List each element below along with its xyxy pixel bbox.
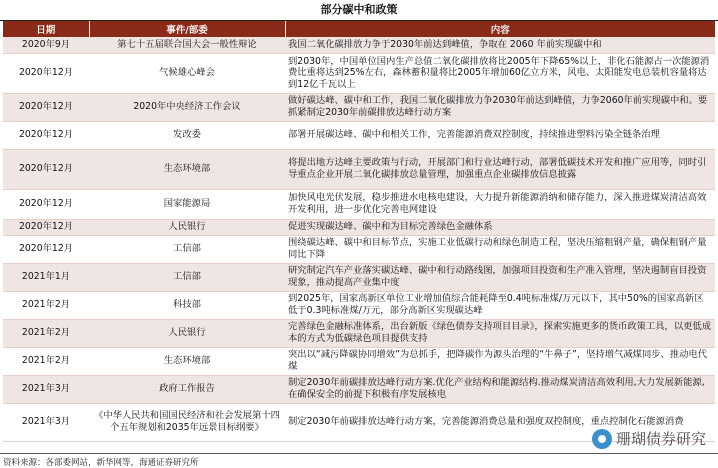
row-content: 突出以“减污降碳协同增效”为总抓手，把降碳作为源头治理的“牛鼻子”，坚持增气减煤同步、推动电代煤 (285, 347, 715, 375)
row-content: 加快风电光伏发展，稳步推进水电核电建设，大力提升新能源消纳和储存能力，深入推进煤炭清洁高效开发利用，进一步优化完善电网建设 (285, 189, 715, 219)
header-date: 日期 (3, 21, 89, 37)
row-date: 2020年12月 (3, 149, 89, 189)
row-content: 围绕碳达峰、碳中和目标节点，实施工业低碳行动和绿色制造工程，坚决压缩粗钢产量，确保粗钢产量同比下降 (285, 235, 715, 263)
table-row (3, 121, 715, 149)
table-row (3, 263, 715, 291)
row-content: 研究制定汽车产业落实碳达峰、碳中和行动路线图，加强项目投资和生产准入管理，坚决遏制盲目投资现象，推动提高产业集中度 (285, 263, 715, 291)
coral-logo-icon (592, 429, 612, 449)
table-row (3, 189, 715, 219)
row-event: 国家能源局 (89, 189, 285, 219)
row-date: 2021年3月 (3, 403, 89, 441)
row-event: 第七十五届联合国大会一般性辩论 (89, 37, 285, 53)
row-event: 气候雄心峰会 (89, 53, 285, 93)
row-content: 完善绿色金融标准体系，出台新版《绿色债券支持项目目录》，探索实施更多的货币政策工具，以更低成本的方式为低碳绿色项目提供支持 (285, 319, 715, 347)
row-event: 《中华人民共和国国民经济和社会发展第十四个五年规划和2035年远景目标纲要》 (89, 403, 285, 441)
row-content: 部署开展碳达峰、碳中和相关工作，完善能源消费双控制度，持续推进塑料污染全链条治理 (285, 121, 715, 149)
policy-table (3, 21, 715, 442)
row-event: 生态环境部 (89, 149, 285, 189)
watermark-text: 珊瑚债券研究 (616, 430, 707, 448)
table-row (3, 291, 715, 319)
row-event: 科技部 (89, 291, 285, 319)
page-title: 部分碳中和政策 (0, 0, 718, 21)
row-date: 2020年12月 (3, 121, 89, 149)
row-content: 制定2030年前碳排放达峰行动方案.优化产业结构和能源结构.推动煤炭清洁高效利用,大力发展新能源,在确保安全的前提下积极有序发展核电 (285, 375, 715, 403)
table-row (3, 375, 715, 403)
row-content: 将提出地方达峰主要政策与行动，开展部门和行业达峰行动，部署低碳技术开发和推广应用等，同时引导重点企业开展二氧化碳排放总量管理，加强重点企业碳排放信息披露 (285, 149, 715, 189)
watermark (592, 428, 706, 449)
row-date: 2021年2月 (3, 347, 89, 375)
row-content: 做好碳达峰、碳中和工作，我国二氧化碳排放力争2030年前达到峰值，力争2060年前实现碳中和。要抓紧制定2030年前碳排放达峰行动方案 (285, 93, 715, 121)
row-event: 人民银行 (89, 219, 285, 235)
table-row (3, 37, 715, 53)
row-date: 2020年9月 (3, 37, 89, 53)
row-event: 人民银行 (89, 319, 285, 347)
table-header-row (3, 21, 715, 37)
table-row (3, 53, 715, 93)
table-row (3, 93, 715, 121)
row-content: 促进实现碳达峰、碳中和为目标完善绿色金融体系 (285, 219, 715, 235)
header-event: 事件/部委 (89, 21, 285, 37)
row-date: 2021年2月 (3, 319, 89, 347)
row-date: 2020年12月 (3, 93, 89, 121)
row-event: 2020年中央经济工作会议 (89, 93, 285, 121)
footer-divider (0, 453, 718, 454)
row-date: 2021年2月 (3, 291, 89, 319)
header-content: 内容 (285, 21, 715, 37)
row-content: 到2025年，国家高新区单位工业增加值综合能耗降至0.4吨标准煤/万元以下，其中50%的国家高新区低于0.3吨标准煤/万元，部分高新区实现碳达峰 (285, 291, 715, 319)
row-event: 工信部 (89, 263, 285, 291)
row-date: 2021年1月 (3, 263, 89, 291)
row-content: 我国二氧化碳排放力争于2030年前达到峰值，争取在 2060 年前实现碳中和 (285, 37, 715, 53)
row-date: 2020年12月 (3, 235, 89, 263)
table-row (3, 347, 715, 375)
row-event: 发改委 (89, 121, 285, 149)
row-date: 2021年3月 (3, 375, 89, 403)
row-date: 2020年12月 (3, 53, 89, 93)
row-event: 政府工作报告 (89, 375, 285, 403)
footer-source: 资料来源：各部委网站，新华网等，海通证券研究所 (3, 458, 199, 468)
table-row (3, 149, 715, 189)
row-content: 制定2030年前碳排放达峰行动方案，完善能源消费总量和强度双控制度，重点控制化石能源消费 (285, 403, 715, 441)
row-date: 2020年12月 (3, 219, 89, 235)
table-row (3, 319, 715, 347)
table-row (3, 219, 715, 235)
table-row (3, 235, 715, 263)
row-event: 工信部 (89, 235, 285, 263)
row-date: 2020年12月 (3, 189, 89, 219)
row-event: 生态环境部 (89, 347, 285, 375)
row-content: 到2030年，中国单位国内生产总值二氧化碳排放将比2005年下降65%以上，非化石能源占一次能源消费比重将达到25%左右，森林蓄积量将比2005年增加60亿立方米，风电、太阳能发电总装机容量将达到12亿千瓦以上 (285, 53, 715, 93)
